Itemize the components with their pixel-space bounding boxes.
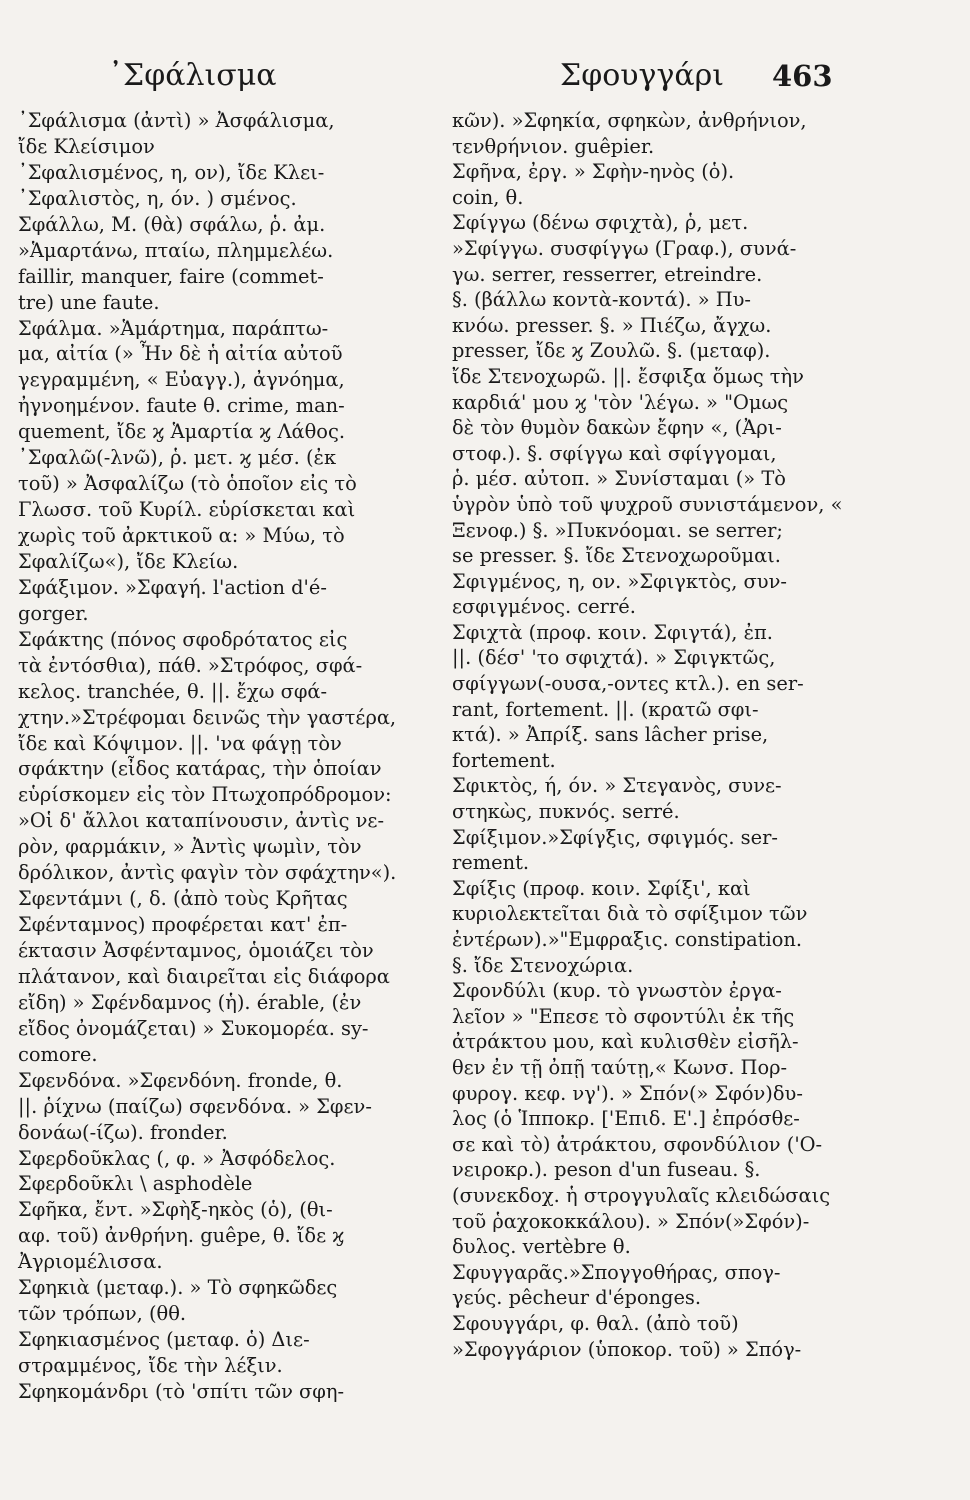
- text-line: έκτασιν Ἀσφένταμνος, ὁμοιάζει τὸν: [18, 939, 374, 962]
- text-line: Σφενδόνα. »Σφενδόνη. fronde, θ.: [18, 1068, 343, 1092]
- text-line: αφ. τοῦ) ἀνθρήνη. guêpe, θ. ἴδε ϗ: [18, 1224, 345, 1248]
- text-line: Σφονδύλι (κυρ. τὸ γνωστὸν ἐργα-: [452, 979, 782, 1003]
- text-line: Σφάκτης (πόνος σφοδρότατος εἰς: [18, 627, 348, 651]
- text-line: κτά). » Ἀπρίξ. sans lâcher prise,: [452, 723, 769, 747]
- text-line: πλάτανον, καὶ διαιρεῖται εἰς διάφορα: [18, 964, 390, 988]
- text-line: ρὸν, φαρμάκιν, » Ἀντὶς ψωμὶν, τὸν: [18, 835, 362, 859]
- text-line: Ἀγριομέλισσα.: [18, 1250, 163, 1274]
- text-line: νειροκρ.). peson d'un fuseau. §.: [452, 1158, 761, 1182]
- text-line: θεν ἐν τῇ ὀπῇ ταύτῃ,« Κωνσ. Πορ-: [452, 1055, 788, 1079]
- text-line: gorger.: [18, 601, 89, 625]
- page-number: 463: [772, 59, 833, 93]
- text-line: γεγραμμένη, « Εὐαγγ.), ἀγνόημα,: [18, 368, 345, 392]
- text-line: εἴδη) » Σφένδαμνος (ἡ). érable, (ἐν: [18, 990, 362, 1014]
- text-line: ᾿Σφαλισμένος, η, ον), ἴδε Κλει-: [18, 160, 325, 184]
- text-line: Σφερδοῦκλι \ asphodèle: [18, 1172, 253, 1196]
- text-line: Σφηκομάνδρι (τὸ 'σπίτι τῶν σφη-: [18, 1379, 345, 1403]
- text-line: Σφουγγάρι, φ. θαλ. (ἀπὸ τοῦ): [452, 1311, 739, 1335]
- text-line: ἠγνοημένον. faute θ. crime, man-: [18, 394, 345, 418]
- text-line: δονάω(-ίζω). fronder.: [18, 1120, 228, 1144]
- text-line: »Οἱ δ' ἄλλοι καταπίνουσιν, ἀντὶς νε-: [18, 809, 385, 833]
- text-line: στοφ.). §. σφίγγω καὶ σφίγγομαι,: [452, 441, 777, 465]
- text-line: ἀτράκτου μου, καὶ κυλισθὲν εἰσῆλ-: [452, 1030, 799, 1054]
- text-line: rement.: [452, 851, 530, 875]
- right-column: [452, 108, 852, 1362]
- text-line: ὑγρὸν ὑπὸ τοῦ ψυχροῦ συνιστάμενον, «: [452, 492, 843, 516]
- text-line: δὲ τὸν θυμὸν δακὼν ἔφην «, (Ἀρι-: [452, 416, 782, 440]
- text-line: tre) une faute.: [18, 290, 160, 314]
- text-line: »Σφογγάριον (ὑποκορ. τοῦ) » Σπόγ-: [452, 1337, 802, 1361]
- text-line: κελος. tranchée, θ. ||. ἔχω σφά-: [18, 679, 328, 703]
- text-line: στραμμένος, ἴδε τὴν λέξιν.: [18, 1354, 283, 1377]
- running-head-right: Σφουγγάρι: [560, 58, 725, 93]
- text-line: §. ἴδε Στενοχώρια.: [452, 953, 634, 977]
- text-line: Σφιχτὰ (προφ. κοιν. Σφιγτά), ἐπ.: [452, 620, 773, 644]
- text-line: κυριολεκτεῖται διὰ τὸ σφίξιμον τῶν: [452, 902, 808, 926]
- text-line: τενθρήνιον. guêpier.: [452, 134, 655, 158]
- text-line: Σφαλίζω«), ἴδε Κλείω.: [18, 549, 239, 573]
- text-line: ἴδε Στενοχωρῶ. ||. ἔσφιξα ὅμως τὴν: [452, 364, 804, 388]
- text-line: rant, fortement. ||. (κρατῶ σφι-: [452, 697, 759, 721]
- text-line: δρόλικον, ἀντὶς φαγὶν τὸν σφάχτην«).: [18, 861, 397, 885]
- text-line: ἴδε καὶ Κόψιμον. ||. 'να φάγῃ τὸν: [18, 731, 342, 755]
- text-line: Σφερδοῦκλας (, φ. » Ἀσφόδελος.: [18, 1146, 336, 1170]
- text-line: λος (ὁ Ἱπποκρ. ['Επιδ. Ε'.] ἐπρόσθε-: [452, 1107, 800, 1131]
- text-line: Σφίξις (προφ. κοιν. Σφίξι', καὶ: [452, 876, 751, 900]
- text-line: καρδιά' μου ϗ 'τὸν 'λέγω. » "Ομως: [452, 390, 789, 414]
- text-line: Σφίγγω (δένω σφιχτὰ), ῥ, μετ.: [452, 211, 749, 235]
- text-line: τοῦ) » Ἀσφαλίζω (τὸ ὁποῖον εἰς τὸ: [18, 472, 357, 496]
- text-line: presser, ἴδε ϗ Ζουλῶ. §. (μεταφ).: [452, 339, 771, 363]
- text-line: κνόω. presser. §. » Πιέζω, ἄγχω.: [452, 313, 772, 337]
- text-line: quement, ἴδε ϗ Ἁμαρτία ϗ Λάθος.: [18, 420, 345, 444]
- text-line: ᾿Σφάλισμα (ἀντὶ) » Ἀσφάλισμα,: [18, 109, 335, 132]
- text-line: φυρογ. κεφ. νγ'). » Σπόν(» Σφόν)δυ-: [452, 1081, 803, 1105]
- text-line: ||. (δέσ' 'το σφιχτά). » Σφιγκτῶς,: [452, 646, 776, 670]
- text-line: σφίγγων(-ουσα,-οντες κτλ.). en ser-: [452, 672, 804, 696]
- text-line: Σφίξιμον.»Σφίγξις, σφιγμός. ser-: [452, 825, 778, 849]
- text-line: Γλωσσ. τοῦ Κυρίλ. εὑρίσκεται καὶ: [18, 498, 356, 522]
- text-line: se presser. §. ἴδε Στενοχωροῦμαι.: [452, 544, 781, 568]
- text-line: Σφένταμνος) προφέρεται κατ' ἐπ-: [18, 913, 348, 937]
- text-line: Σφιγμένος, η, ον. »Σφιγκτὸς, συν-: [452, 569, 787, 593]
- text-line: γω. serrer, resserrer, etreindre.: [452, 262, 763, 286]
- text-line: ἐντέρων).»"Εμφραξις. constipation.: [452, 928, 803, 951]
- text-line: »Ἁμαρτάνω, πταίω, πλημμελέω.: [18, 238, 334, 262]
- text-line: ἴδε Κλείσιμον: [18, 134, 155, 158]
- text-line: σε καὶ τὸ) ἀτράκτου, σφονδύλιον ('Ο-: [452, 1132, 823, 1156]
- text-line: λεῖον » "Επεσε τὸ σφοντύλι ἐκ τῆς: [452, 1004, 795, 1028]
- text-line: σφάκτην (εἶδος κατάρας, τὴν ὁποίαν: [18, 757, 382, 781]
- text-line: (συνεκδοχ. ἡ στρογγυλαῖς κλειδώσαις: [452, 1183, 831, 1207]
- text-line: Σφῆνα, ἐργ. » Σφὴν-ηνὸς (ὁ).: [452, 160, 735, 184]
- text-line: δυλος. vertèbre θ.: [452, 1235, 631, 1259]
- text-line: στηκὼς, πυκνός. serré.: [452, 800, 680, 824]
- text-line: τοῦ ῥαχοκοκκάλου). » Σπόν(»Σφόν)-: [452, 1209, 810, 1233]
- text-line: μα, αἰτία (» Ἦν δὲ ἡ αἰτία αὐτοῦ: [18, 342, 343, 366]
- text-line: fortement.: [452, 748, 556, 772]
- text-line: §. (βάλλω κοντὰ-κοντά). » Πυ-: [452, 288, 751, 312]
- running-head-left: ᾿Σφάλισμα: [108, 58, 277, 93]
- text-line: faillir, manquer, faire (commet-: [18, 264, 324, 288]
- text-line: Σφάλμα. »Ἁμάρτημα, παράπτω-: [18, 316, 329, 340]
- text-line: κῶν). »Σφηκία, σφηκὼν, ἀνθρήνιον,: [452, 109, 807, 132]
- left-column: [18, 108, 432, 1405]
- text-line: τὰ ἐντόσθια), πάθ. »Στρόφος, σφά-: [18, 653, 363, 677]
- text-line: Ξενοφ.) §. »Πυκνόομαι. se serrer;: [452, 518, 783, 542]
- text-line: »Σφίγγω. συσφίγγω (Γραφ.), συνά-: [452, 236, 797, 260]
- text-line: Σφηκιὰ (μεταφ.). » Τὸ σφηκῶδες: [18, 1276, 338, 1300]
- text-line: εἴδος ὀνομάζεται) » Συκομορέα. sy-: [18, 1016, 369, 1040]
- text-line: Σφηκιασμένος (μεταφ. ὁ) Διε-: [18, 1328, 310, 1352]
- text-line: ῥ. μέσ. αὐτοπ. » Συνίσταμαι (» Τὸ: [452, 467, 786, 491]
- text-line: Σφεντάμνι (, δ. (ἀπὸ τοὺς Κρῆτας: [18, 887, 348, 911]
- text-line: Σφικτὸς, ή, όν. » Στεγανὸς, συνε-: [452, 774, 782, 798]
- text-line: Σφῆκα, ἔντ. »Σφὴξ-ηκὸς (ὁ), (θι-: [18, 1198, 333, 1222]
- text-line: comore.: [18, 1042, 98, 1066]
- text-line: Σφάλλω, Μ. (θὰ) σφάλω, ῥ. ἀμ.: [18, 212, 326, 236]
- text-line: ||. ῥίχνω (παίζω) σφενδόνα. » Σφεν-: [18, 1094, 372, 1118]
- text-line: χωρὶς τοῦ ἀρκτικοῦ α: » Μύω, τὸ: [18, 524, 345, 547]
- text-line: τῶν τρόπων, (θθ.: [18, 1302, 187, 1326]
- text-line: Σφάξιμον. »Σφαγή. l'action d'é-: [18, 575, 327, 599]
- text-line: εσφιγμένος. cerré.: [452, 595, 636, 619]
- text-line: χτην.»Στρέφομαι δεινῶς τὴν γαστέρα,: [18, 705, 397, 729]
- text-line: ᾿Σφαλιστὸς, η, όν. ) σμένος.: [18, 186, 297, 210]
- text-line: Σφυγγαρᾶς.»Σπογγοθήρας, σπογ-: [452, 1260, 781, 1284]
- text-line: ᾿Σφαλῶ(-λνῶ), ῥ. μετ. ϗ μέσ. (ἐκ: [18, 446, 337, 470]
- text-line: γεύς. pêcheur d'éponges.: [452, 1286, 702, 1310]
- text-line: coin, θ.: [452, 185, 524, 209]
- text-line: εὑρίσκομεν εἰς τὸν Πτωχοπρόδρομον:: [18, 783, 392, 807]
